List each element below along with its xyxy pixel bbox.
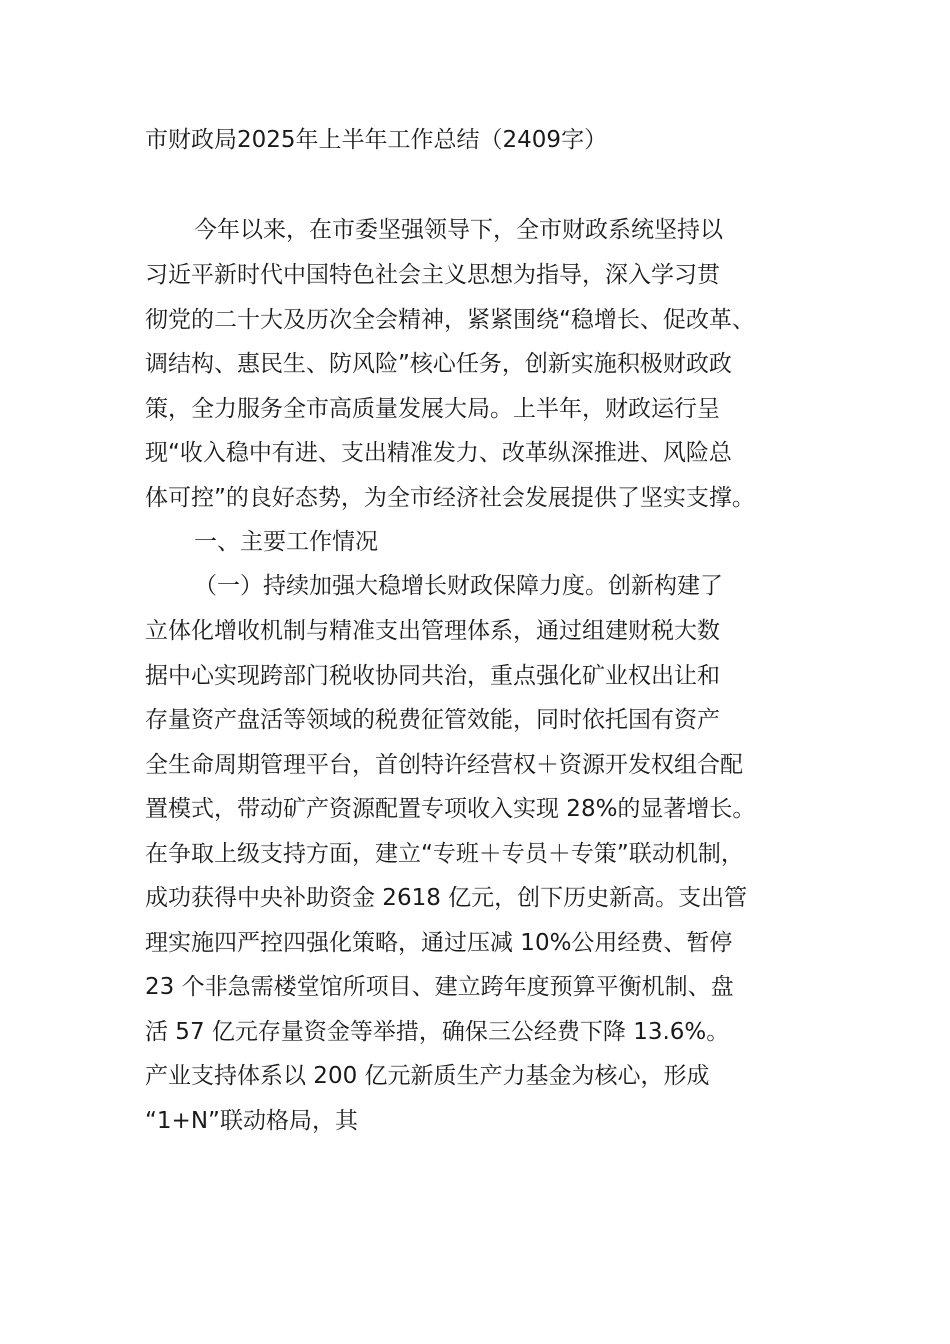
paragraph-line: 置模式，带动矿产资源配置专项收入实现 28%的显著增长。 bbox=[145, 796, 756, 822]
paragraph-line: 产业支持体系以 200 亿元新质生产力基金为核心，形成 bbox=[145, 1063, 710, 1089]
paragraph-line: 彻党的二十大及历次全会精神，紧紧围绕“稳增长、促改革、 bbox=[145, 307, 755, 333]
paragraph-line: 现“收入稳中有进、支出精准发力、改革纵深推进、风险总 bbox=[145, 440, 732, 466]
paragraph-line: 全生命周期管理平台，首创特许经营权＋资源开发权组合配 bbox=[145, 752, 743, 778]
paragraph-line: 习近平新时代中国特色社会主义思想为指导，深入学习贯 bbox=[145, 262, 720, 288]
paragraph-line: 存量资产盘活等领域的税费征管效能，同时依托国有资产 bbox=[145, 707, 720, 733]
paragraph-line: 策，全力服务全市高质量发展大局。上半年，财政运行呈 bbox=[145, 396, 720, 422]
paragraph-line: 立体化增收机制与精准支出管理体系，通过组建财税大数 bbox=[145, 618, 720, 644]
section-heading: 一、主要工作情况 bbox=[194, 529, 378, 555]
paragraph-line: “1+N”联动格局，其 bbox=[145, 1108, 358, 1134]
subsection-heading-line: （一）持续加强大稳增长财政保障力度。创新构建了 bbox=[194, 573, 723, 599]
paragraph-line: 今年以来，在市委坚强领导下，全市财政系统坚持以 bbox=[194, 217, 723, 243]
paragraph-line: 理实施四严控四强化策略，通过压减 10%公用经费、暂停 bbox=[145, 930, 733, 956]
paragraph-line: 据中心实现跨部门税收协同共治，重点强化矿业权出让和 bbox=[145, 663, 720, 689]
paragraph-line: 成功获得中央补助资金 2618 亿元，创下历史新高。支出管 bbox=[145, 885, 748, 911]
document-title: 市财政局2025年上半年工作总结（2409字） bbox=[145, 127, 608, 153]
paragraph-line: 活 57 亿元存量资金等举措，确保三公经费下降 13.6%。 bbox=[145, 1019, 730, 1045]
paragraph-line: 体可控”的良好态势，为全市经济社会发展提供了坚实支撑。 bbox=[145, 485, 755, 511]
paragraph-line: 在争取上级支持方面，建立“专班＋专员＋专策”联动机制， bbox=[145, 841, 744, 867]
paragraph-line: 调结构、惠民生、防风险”核心任务，创新实施积极财政政 bbox=[145, 351, 732, 377]
paragraph-line: 23 个非急需楼堂馆所项目、建立跨年度预算平衡机制、盘 bbox=[145, 974, 734, 1000]
